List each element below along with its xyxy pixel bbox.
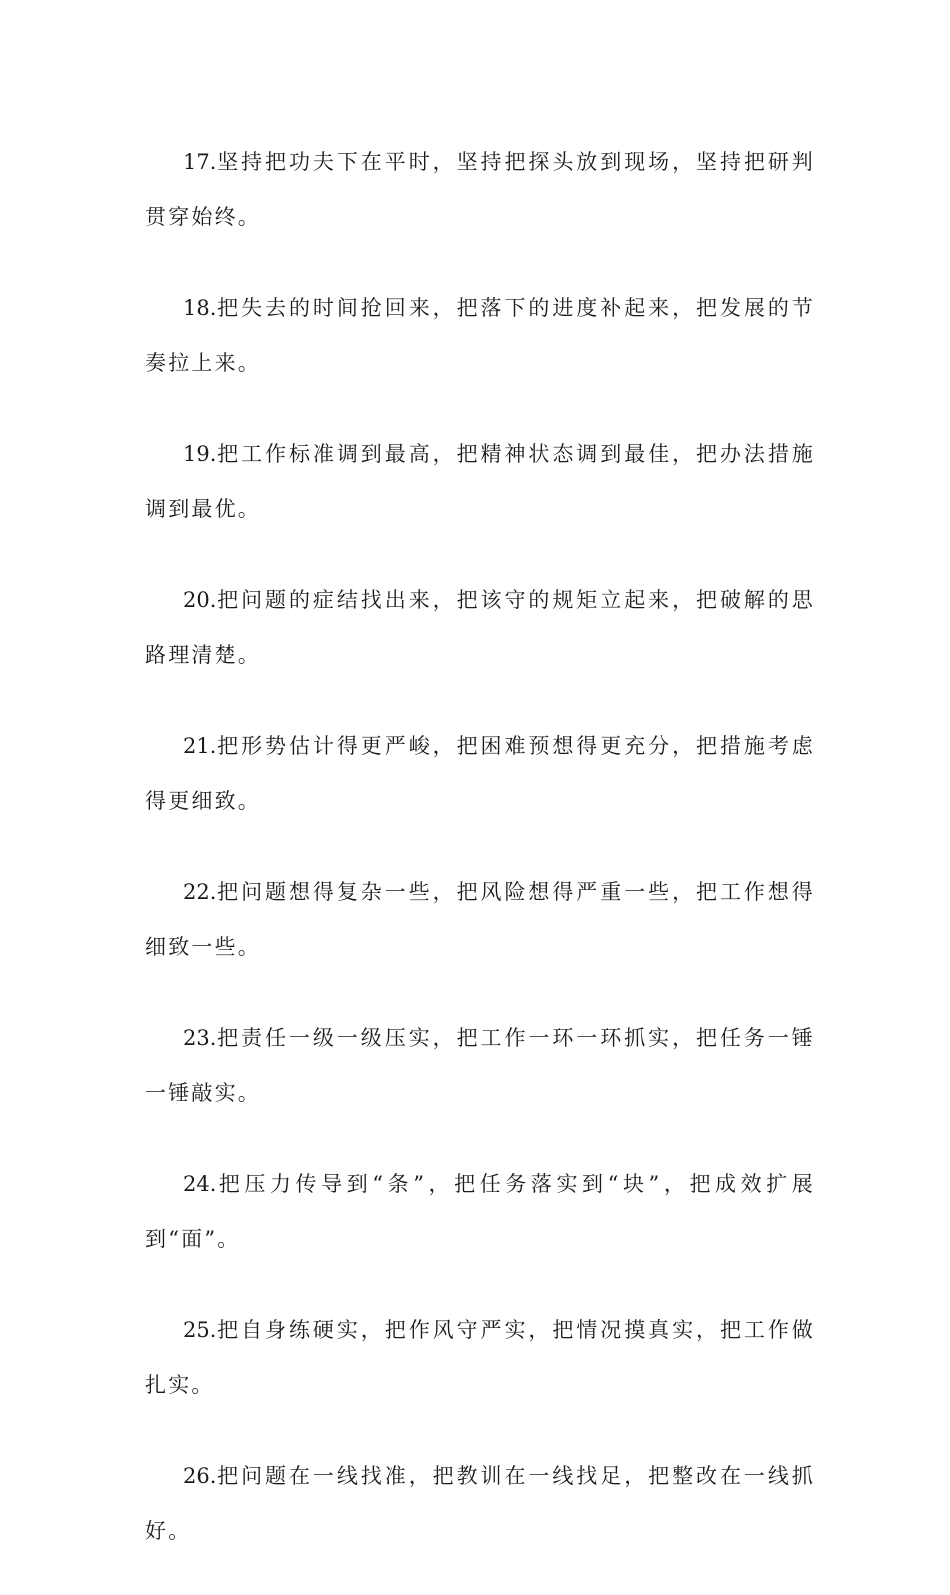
paragraph-text: 把自身练硬实，把作风守严实，把情况摸真实，把工作做扎实。 bbox=[145, 1318, 815, 1397]
paragraph-text: 把压力传导到“条”，把任务落实到“块”，把成效扩展到“面”。 bbox=[145, 1172, 815, 1251]
paragraph-text: 把失去的时间抢回来，把落下的进度补起来，把发展的节奏拉上来。 bbox=[145, 296, 815, 375]
paragraph-number: 21. bbox=[183, 734, 217, 758]
paragraph-number: 19. bbox=[183, 442, 217, 466]
paragraph-number: 20. bbox=[183, 588, 217, 612]
paragraph-text: 把形势估计得更严峻，把困难预想得更充分，把措施考虑得更细致。 bbox=[145, 734, 815, 813]
paragraph-text: 把工作标准调到最高，把精神状态调到最佳，把办法措施调到最优。 bbox=[145, 442, 815, 521]
paragraph-20 bbox=[145, 573, 815, 683]
paragraph-23 bbox=[145, 1011, 815, 1121]
paragraph-text: 把责任一级一级压实，把工作一环一环抓实，把任务一锤一锤敲实。 bbox=[145, 1026, 815, 1105]
paragraph-22 bbox=[145, 865, 815, 975]
paragraph-number: 25. bbox=[183, 1318, 217, 1342]
paragraph-number: 26. bbox=[183, 1464, 217, 1488]
document-body bbox=[145, 135, 815, 1595]
paragraph-text: 把问题在一线找准，把教训在一线找足，把整改在一线抓好。 bbox=[145, 1464, 815, 1543]
paragraph-19 bbox=[145, 427, 815, 537]
paragraph-number: 18. bbox=[183, 296, 217, 320]
paragraph-25 bbox=[145, 1303, 815, 1413]
paragraph-26 bbox=[145, 1449, 815, 1559]
paragraph-text: 坚持把功夫下在平时，坚持把探头放到现场，坚持把研判贯穿始终。 bbox=[145, 150, 815, 229]
paragraph-number: 22. bbox=[183, 880, 217, 904]
paragraph-text: 把问题想得复杂一些，把风险想得严重一些，把工作想得细致一些。 bbox=[145, 880, 815, 959]
paragraph-number: 24. bbox=[183, 1172, 217, 1196]
paragraph-number: 23. bbox=[183, 1026, 217, 1050]
paragraph-17 bbox=[145, 135, 815, 245]
paragraph-24 bbox=[145, 1157, 815, 1267]
paragraph-21 bbox=[145, 719, 815, 829]
paragraph-text: 把问题的症结找出来，把该守的规矩立起来，把破解的思路理清楚。 bbox=[145, 588, 815, 667]
paragraph-18 bbox=[145, 281, 815, 391]
paragraph-number: 17. bbox=[183, 150, 217, 174]
